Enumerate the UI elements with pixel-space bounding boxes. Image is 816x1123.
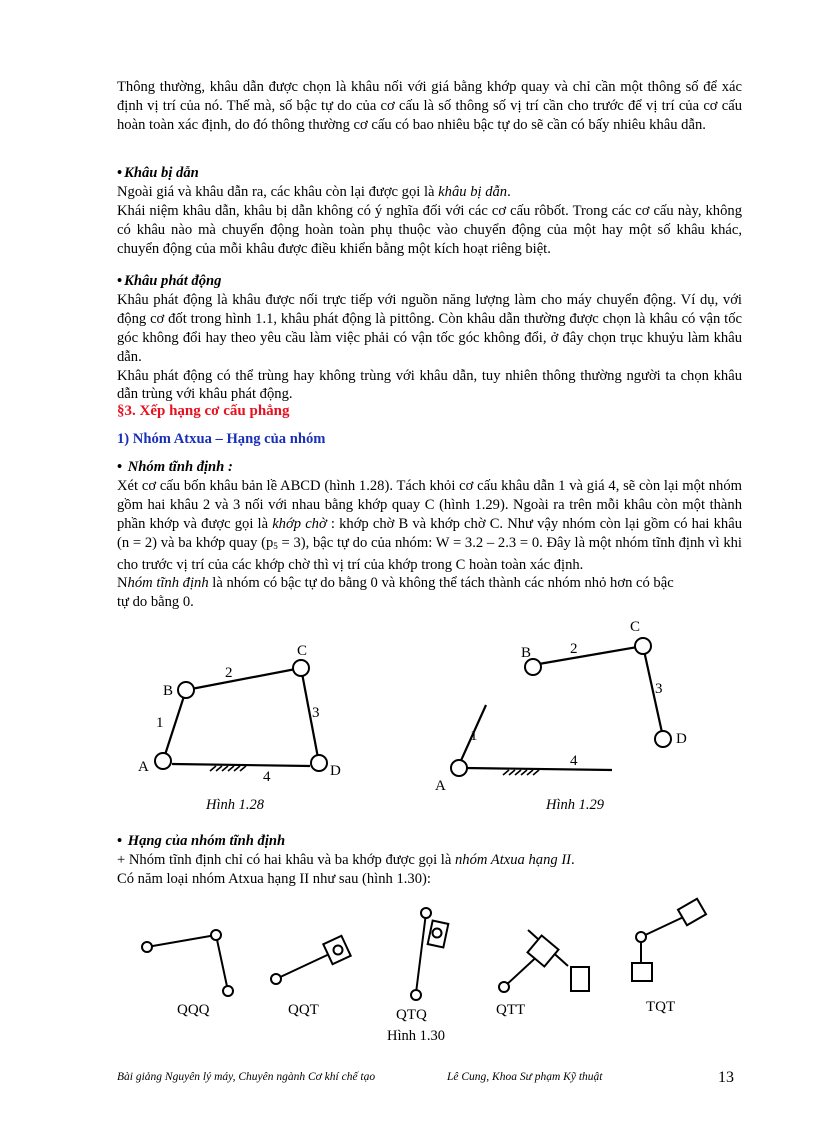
heading-khau-phat-dong: • Khâu phát động	[117, 273, 222, 289]
label-qtq: QTQ	[396, 1007, 427, 1023]
khau-phat-dong-para1: Khâu phát động là khâu được nối trực tiếp với nguồn năng lượng làm cho máy chuyển động. Ví dụ, với động cơ đốt trong hình 1.1, khâu phát động là pittông. Còn khâu dẫn thường được chọn là khâu có vận tốc góc không đổi hay theo yêu cầu làm việc phải có vận tốc góc không đổi, ở đây chọn trục khuỷu làm khâu dẫn.	[117, 291, 742, 365]
figure-1-28-four-bar-linkage	[130, 635, 360, 795]
section-khau-bi-dan	[117, 164, 742, 259]
label-a: A	[138, 759, 149, 775]
intro-paragraph: Thông thường, khâu dẫn được chọn là khâu nối với giá bằng khớp quay và chỉ cần một thông số để xác định vị trí của nó. Thế mà, số bậc tự do của cơ cấu là số thông số vị trí cần cho trước để vị trí của cơ cấu hoàn toàn xác định, do đó thông thường cơ cấu có bao nhiêu bậc tự do sẽ cần có bấy nhiêu khâu dẫn.	[117, 79, 742, 133]
label-link-1: 1	[470, 728, 478, 744]
khau-bi-dan-line1: Ngoài giá và khâu dẫn ra, các khâu còn lại được gọi là khâu bị dẫn.	[117, 183, 511, 200]
label-qqq: QQQ	[177, 1002, 210, 1018]
section-nhom-tinh-dinh	[117, 458, 742, 612]
label-link-3: 3	[312, 705, 320, 721]
label-link-2: 2	[570, 641, 578, 657]
group-qqq	[142, 930, 233, 996]
caption-figure-1-29: Hình 1.29	[546, 797, 604, 813]
heading-hang-nhom: • Hạng của nhóm tĩnh định	[117, 833, 286, 849]
label-link-4: 4	[263, 769, 271, 785]
label-c: C	[297, 643, 308, 659]
label-qtt: QTT	[496, 1002, 526, 1018]
nhom-tinh-dinh-para2: Nhóm tĩnh định là nhóm có bậc tự do bằng 0 và không thể tách thành các nhóm nhỏ hơn có bậc tự do bằng 0.	[117, 575, 674, 611]
figure-1-29-separated-group	[425, 615, 705, 795]
bullet-icon: •	[117, 273, 123, 289]
label-c: C	[630, 619, 641, 635]
joint-d	[311, 755, 327, 771]
joint-b	[525, 659, 541, 675]
caption-figure-1-28: Hình 1.28	[206, 797, 264, 813]
label-link-3: 3	[655, 681, 663, 697]
caption-figure-1-30: Hình 1.30	[387, 1028, 445, 1044]
link-4-ground	[172, 764, 310, 766]
footer-author: Lê Cung, Khoa Sư phạm Kỹ thuật	[447, 1071, 603, 1083]
label-link-1: 1	[156, 715, 164, 731]
joint-c	[635, 638, 651, 654]
bullet-icon: •	[117, 459, 123, 475]
footer-course-title: Bài giảng Nguyên lý máy, Chuyên ngành Cơ khí chế tạo	[117, 1071, 376, 1083]
link-1	[163, 690, 186, 761]
joint-b	[178, 682, 194, 698]
label-tqt: TQT	[646, 999, 676, 1015]
ground-hatch	[503, 770, 539, 775]
label-a: A	[435, 778, 446, 794]
figure-1-30-assur-groups	[130, 895, 730, 1025]
label-qqt: QQT	[288, 1002, 319, 1018]
group-tqt	[632, 899, 706, 981]
bullet-icon: •	[117, 165, 123, 181]
label-b: B	[163, 683, 174, 699]
khau-phat-dong-para2: Khâu phát động có thể trùng hay không trùng với khâu dẫn, tuy nhiên thông thường người ta chọn khâu dẫn trùng với khâu phát động.	[117, 367, 742, 403]
page-number: 13	[718, 1069, 734, 1086]
link-2	[533, 646, 643, 665]
ground-hatch	[210, 766, 246, 771]
joint-d	[655, 731, 671, 747]
link-2	[186, 668, 301, 690]
group-qqt	[271, 936, 351, 984]
joint-c	[293, 660, 309, 676]
joint-a	[451, 760, 467, 776]
bullet-icon: •	[117, 833, 123, 849]
hang-nhom-line1: + Nhóm tĩnh định chỉ có hai khâu và ba khớp được gọi là nhóm Atxua hạng II.	[117, 851, 575, 868]
khau-bi-dan-para2: Khái niệm khâu dẫn, khâu bị dẫn không có ý nghĩa đối với các cơ cấu rôbốt. Trong các cơ cấu này, không có khâu nào mà chuyển động hoàn toàn phụ thuộc vào chuyển động của một hay một số khâu khác, chuyển động của mỗi khâu được điều khiển bằng một kích hoạt riêng biệt.	[117, 202, 742, 257]
heading-nhom-tinh-dinh: • Nhóm tĩnh định :	[117, 459, 233, 475]
nhom-tinh-dinh-para1: Xét cơ cấu bốn khâu bản lề ABCD (hình 1.28). Tách khỏi cơ cấu khâu dẫn 1 và giá 4, sẽ còn lại một nhóm gồm hai khâu 2 và 3 nối với nhau bằng khớp quay C (hình 1.29). Ngoài ra trên mỗi khâu còn một thành phần khớp và được gọi là khớp chờ : khớp chờ B và khớp chờ C. Như vậy nhóm còn lại gồm có hai khâu (n = 2) và ba khớp quay $(p_5 = 3)$, bậc tự do của nhóm: W = 3.2 – 2.3 = 0. Đây là một nhóm tĩnh định vì khi cho trước vị trí của các khớp chờ thì vị trí của khớp trong C hoàn toàn xác định.	[117, 477, 742, 573]
label-d: D	[676, 731, 687, 747]
group-qtt	[499, 930, 589, 992]
label-link-2: 2	[225, 665, 233, 681]
label-link-4: 4	[570, 753, 578, 769]
label-d: D	[330, 763, 341, 779]
hang-nhom-line2: Có năm loại nhóm Atxua hạng II như sau (hình 1.30):	[117, 870, 431, 887]
group-qtq	[411, 908, 448, 1000]
section-title: §3. Xếp hạng cơ cấu phẳng	[117, 403, 290, 419]
subsection-title: 1) Nhóm Atxua – Hạng của nhóm	[117, 431, 326, 447]
heading-khau-bi-dan: • Khâu bị dẫn	[117, 165, 199, 181]
label-b: B	[521, 645, 532, 661]
section-khau-phat-dong	[117, 272, 742, 404]
section-hang-nhom	[117, 832, 742, 889]
joint-a	[155, 753, 171, 769]
